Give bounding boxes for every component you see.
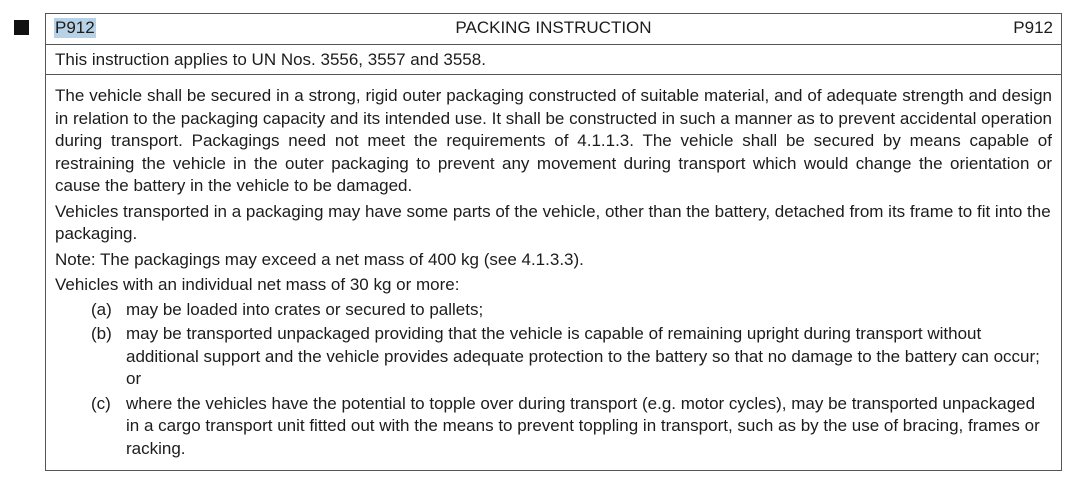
- vehicle-options-list: [55, 299, 1052, 461]
- section-marker-square: [14, 20, 29, 35]
- list-item-letter: (a): [91, 299, 112, 319]
- applies-to-text: This instruction applies to UN Nos. 3556, 3557 and 3558.: [55, 50, 486, 69]
- detached-parts-paragraph: Vehicles transported in a packaging may have some parts of the vehicle, other than the battery, detached from its frame to fit into the packaging.: [55, 201, 1051, 243]
- list-item-text: where the vehicles have the potential to topple over during transport (e.g. motor cycles), may be transported unpackaged in a cargo transport unit fitted out with the means to prevent toppling in transport, such as by the use of bracing, frames or racking.: [126, 393, 1040, 458]
- list-item-text: may be loaded into crates or secured to pallets;: [126, 299, 484, 319]
- list-intro: Vehicles with an individual net mass of 30 kg or more:: [55, 275, 460, 294]
- mass-note: Note: The packagings may exceed a net mass of 400 kg (see 4.1.3.3).: [55, 249, 584, 269]
- instruction-body: [46, 75, 1061, 470]
- list-item: [55, 393, 1052, 461]
- securing-paragraph: The vehicle shall be secured in a strong, rigid outer packaging constructed of suitable material, and of adequate strength and design in relation to the packaging capacity and its intended use. It shall be constructed in such a manner as to prevent accidental operation during transport. Packagings need not meet the requirements of 4.1.1.3. The vehicle shall be secured by means capable of restraining the vehicle in the outer packaging to prevent any movement during transport which would change the orientation or cause the battery in the vehicle to be damaged.: [55, 86, 1053, 195]
- list-item: [55, 299, 1052, 322]
- instruction-code-left-selected[interactable]: P912: [55, 18, 95, 37]
- instruction-code-right: P912: [1013, 18, 1053, 37]
- list-item-letter: (c): [91, 393, 111, 413]
- instruction-header-row: [46, 14, 1061, 45]
- list-item: [55, 323, 1052, 391]
- applies-to-row: [46, 45, 1061, 75]
- packing-instruction-table: [45, 13, 1062, 471]
- list-item-text: may be transported unpackaged providing that the vehicle is capable of remaining upright during transport without additional support and the vehicle provides adequate protection to the battery so that no damage to the battery can occur; or: [126, 324, 1040, 388]
- list-item-letter: (b): [91, 324, 112, 343]
- instruction-title: PACKING INSTRUCTION: [455, 18, 652, 37]
